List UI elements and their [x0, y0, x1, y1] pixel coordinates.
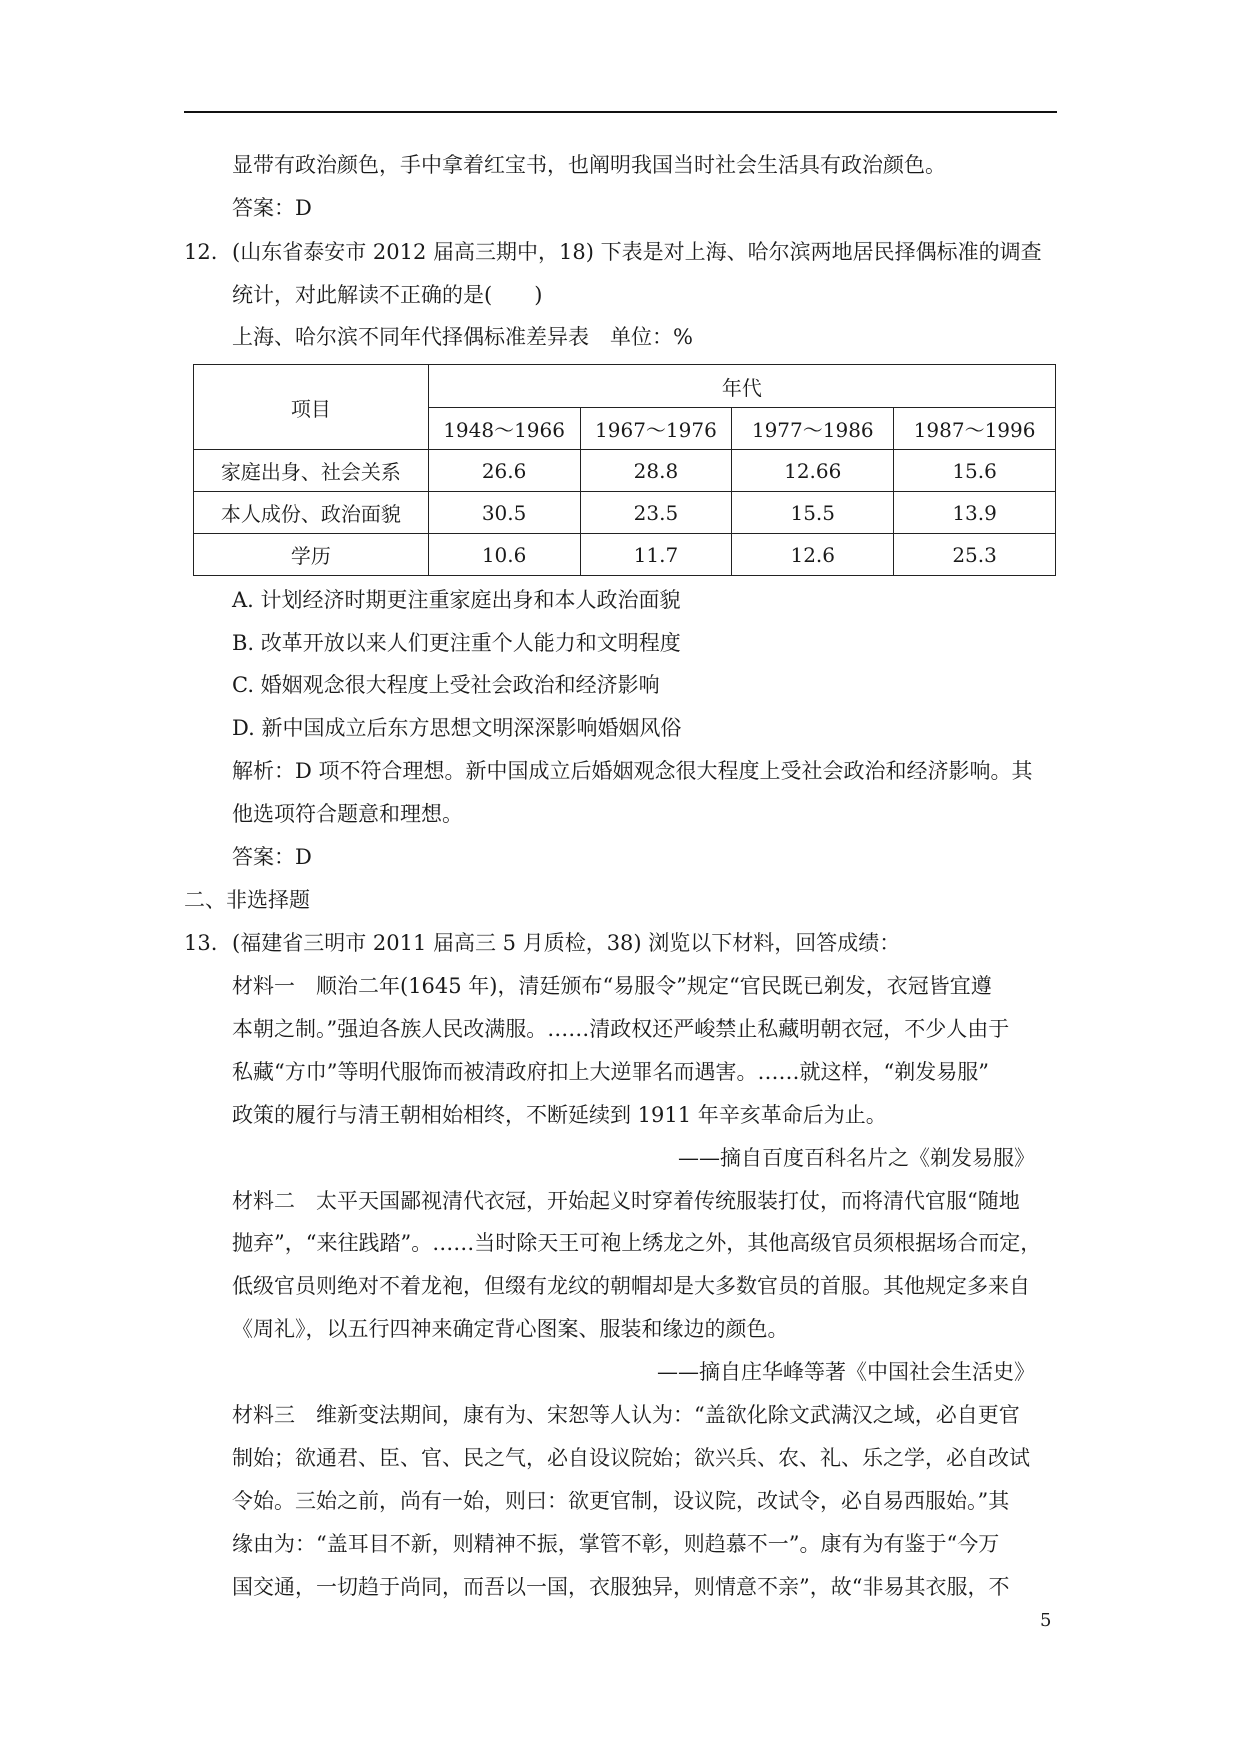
table-cell: 12.6 — [732, 534, 894, 576]
table-row — [194, 492, 1056, 534]
material-line: 私藏“方巾”等明代服饰而被清政府扣上大逆罪名而遇害。……就这样，“剃发易服” — [232, 1060, 989, 1084]
table-cell: 15.5 — [732, 492, 894, 534]
material-line: 政策的履行与清王朝相始相终，不断延续到 1911 年辛亥革命后为止。 — [232, 1103, 887, 1127]
table-title: 上海、哈尔滨不同年代择偶标准差异表 单位：% — [232, 325, 693, 349]
question-number: 13. — [184, 931, 218, 955]
material-line: 制始；欲通君、臣、官、民之气，必自设议院始；欲兴兵、农、礼、乐之学，必自改试 — [232, 1446, 1030, 1470]
answer-line: 答案：D — [232, 845, 312, 869]
material-line: 《周礼》，以五行四神来确定背心图案、服装和缘边的颜色。 — [232, 1317, 789, 1341]
material-line: 低级官员则绝对不着龙袍，但缀有龙纹的朝帽却是大多数官员的首服。其他规定多来自 — [232, 1274, 1030, 1298]
table-cell: 15.6 — [894, 450, 1056, 492]
table-header-era: 年代 — [428, 365, 1055, 408]
material-line: 材料一 顺治二年(1645 年)，清廷颁布“易服令”规定“官民既已剃发，衣冠皆宜遵 — [232, 974, 992, 998]
material-line: 材料二 太平天国鄙视清代衣冠，开始起义时穿着传统服装打仗，而将清代官服“随地 — [232, 1189, 1020, 1213]
question-number: 12. — [184, 240, 218, 264]
table-cell: 25.3 — [894, 534, 1056, 576]
option-a: A. 计划经济时期更注重家庭出身和本人政治面貌 — [232, 588, 681, 612]
table-cell: 30.5 — [428, 492, 580, 534]
table-row — [194, 450, 1056, 492]
question-text: (山东省泰安市 2012 届高三期中，18) 下表是对上海、哈尔滨两地居民择偶标准的调查 — [232, 240, 1042, 264]
table-header-period: 1977～1986 — [732, 408, 894, 450]
page-number: 5 — [1040, 1610, 1052, 1631]
analysis-line: 他选项符合题意和理想。 — [232, 802, 463, 826]
table-header-period: 1987～1996 — [894, 408, 1056, 450]
table-header-period: 1967～1976 — [580, 408, 732, 450]
table-cell: 28.8 — [580, 450, 732, 492]
material-line: 本朝之制。”强迫各族人民改满服。……清政权还严峻禁止私藏明朝衣冠，不少人由于 — [232, 1017, 1010, 1041]
table-row — [194, 534, 1056, 576]
material-line: 材料三 维新变法期间，康有为、宋恕等人认为：“盖欲化除文武满汉之域，必自更官 — [232, 1403, 1020, 1427]
row-label: 学历 — [194, 534, 429, 576]
answer-line: 答案：D — [232, 196, 312, 220]
option-c: C. 婚姻观念很大程度上受社会政治和经济影响 — [232, 673, 660, 697]
row-label: 家庭出身、社会关系 — [194, 450, 429, 492]
material-line: 国交通，一切趋于尚同，而吾以一国，衣服独异，则情意不亲”，故“非易其衣服，不 — [232, 1575, 1010, 1599]
table-cell: 13.9 — [894, 492, 1056, 534]
material-line: 缘由为：“盖耳目不新，则精神不振，掌管不彰，则趋慕不一”。康有为有鉴于“今万 — [232, 1532, 1000, 1556]
section-heading: 二、非选择题 — [184, 888, 310, 912]
table-cell: 12.66 — [732, 450, 894, 492]
table-header-item: 项目 — [194, 365, 429, 450]
material-line: 抛弃”，“来往践踏”。……当时除天王可袍上绣龙之外，其他高级官员须根据场合而定， — [232, 1231, 1042, 1255]
material-source: ——摘自庄华峰等著《中国社会生活史》 — [657, 1360, 1035, 1384]
option-b: B. 改革开放以来人们更注重个人能力和文明程度 — [232, 631, 681, 655]
text-line: 显带有政治颜色，手中拿着红宝书，也阐明我国当时社会生活具有政治颜色。 — [232, 153, 946, 177]
header-rule — [184, 111, 1057, 113]
question-text: (福建省三明市 2011 届高三 5 月质检，38) 浏览以下材料，回答成绩： — [232, 931, 901, 955]
survey-table — [193, 364, 1056, 576]
table-cell: 23.5 — [580, 492, 732, 534]
material-source: ——摘自百度百科名片之《剃发易服》 — [678, 1146, 1035, 1170]
table-cell: 10.6 — [428, 534, 580, 576]
table-header-period: 1948～1966 — [428, 408, 580, 450]
analysis-line: 解析：D 项不符合理想。新中国成立后婚姻观念很大程度上受社会政治和经济影响。其 — [232, 759, 1033, 783]
material-line: 令始。三始之前，尚有一始，则曰：欲更官制，设议院，改试令，必自易西服始。”其 — [232, 1489, 1010, 1513]
table-cell: 26.6 — [428, 450, 580, 492]
option-d: D. 新中国成立后东方思想文明深深影响婚姻风俗 — [232, 716, 682, 740]
row-label: 本人成份、政治面貌 — [194, 492, 429, 534]
table-cell: 11.7 — [580, 534, 732, 576]
question-text: 统计，对此解读不正确的是( ) — [232, 283, 543, 307]
